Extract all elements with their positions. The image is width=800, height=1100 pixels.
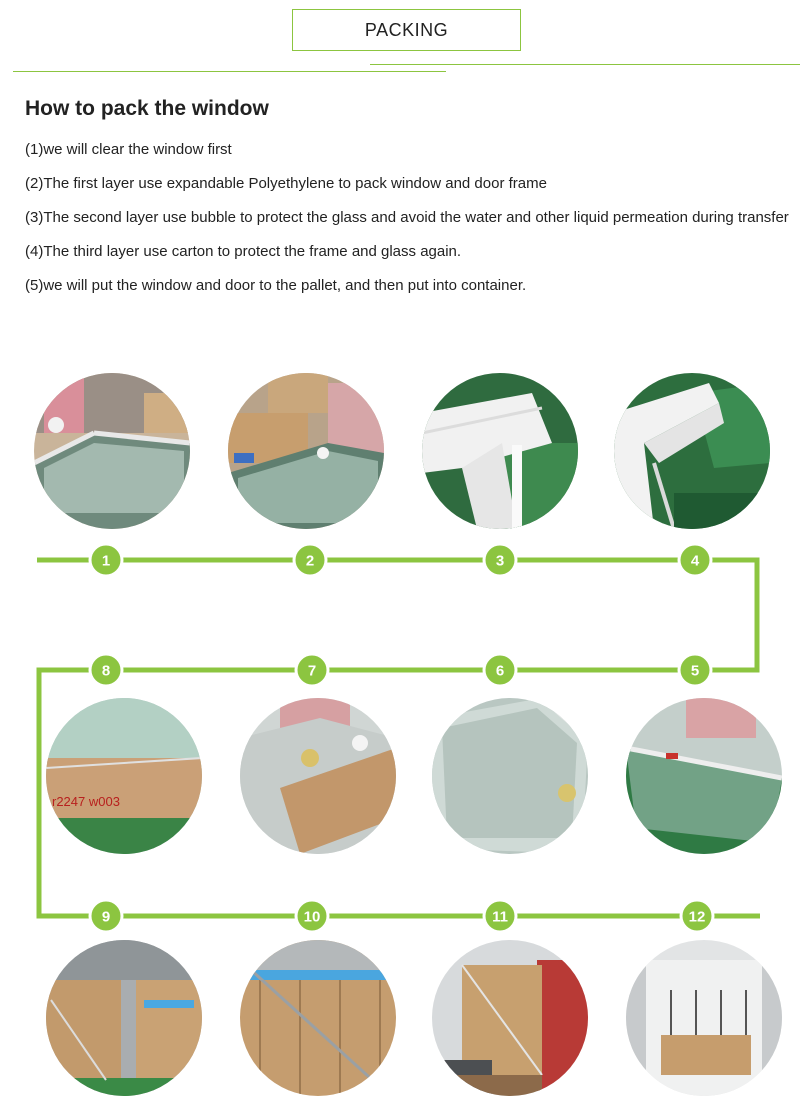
badge-10 (296, 900, 328, 932)
badge-2-label: 2 (305, 552, 315, 570)
badge-11 (484, 900, 516, 932)
svg-text:r2247 w003: r2247 w003 (52, 794, 120, 809)
badge-5-label: 5 (690, 662, 700, 680)
badge-5 (679, 654, 711, 686)
badge-9-label: 9 (101, 908, 111, 926)
badge-9 (90, 900, 122, 932)
badge-7-label: 7 (307, 662, 317, 680)
badge-7 (296, 654, 328, 686)
packing-step-1: (1)we will clear the window first (25, 141, 232, 158)
badge-3-label: 3 (495, 552, 505, 570)
badge-6-label: 6 (495, 662, 505, 680)
flow-connector (37, 560, 760, 916)
packing-step-2: (2)The first layer use expandable Polyethylene to pack window and door frame (25, 175, 547, 192)
packing-step-5: (5)we will put the window and door to the pallet, and then put into container. (25, 277, 527, 294)
badge-2 (294, 544, 326, 576)
page-title: How to pack the window (25, 97, 269, 120)
badge-8-label: 8 (101, 662, 111, 680)
section-header-label: PACKING (364, 19, 449, 40)
badge-10-label: 10 (303, 908, 321, 926)
badge-4 (679, 544, 711, 576)
packing-step-4: (4)The third layer use carton to protect the frame and glass again. (25, 243, 462, 260)
badge-1-label: 1 (101, 552, 111, 570)
badge-12-label: 12 (688, 908, 706, 926)
badge-1 (90, 544, 122, 576)
packing-step-3: (3)The second layer use bubble to protect the glass and avoid the water and other liquid permeation during transfer (25, 209, 789, 226)
badge-4-label: 4 (690, 552, 700, 570)
badge-6 (484, 654, 516, 686)
badge-8 (90, 654, 122, 686)
badge-11-label: 11 (492, 908, 508, 926)
badge-3 (484, 544, 516, 576)
badge-12 (681, 900, 713, 932)
